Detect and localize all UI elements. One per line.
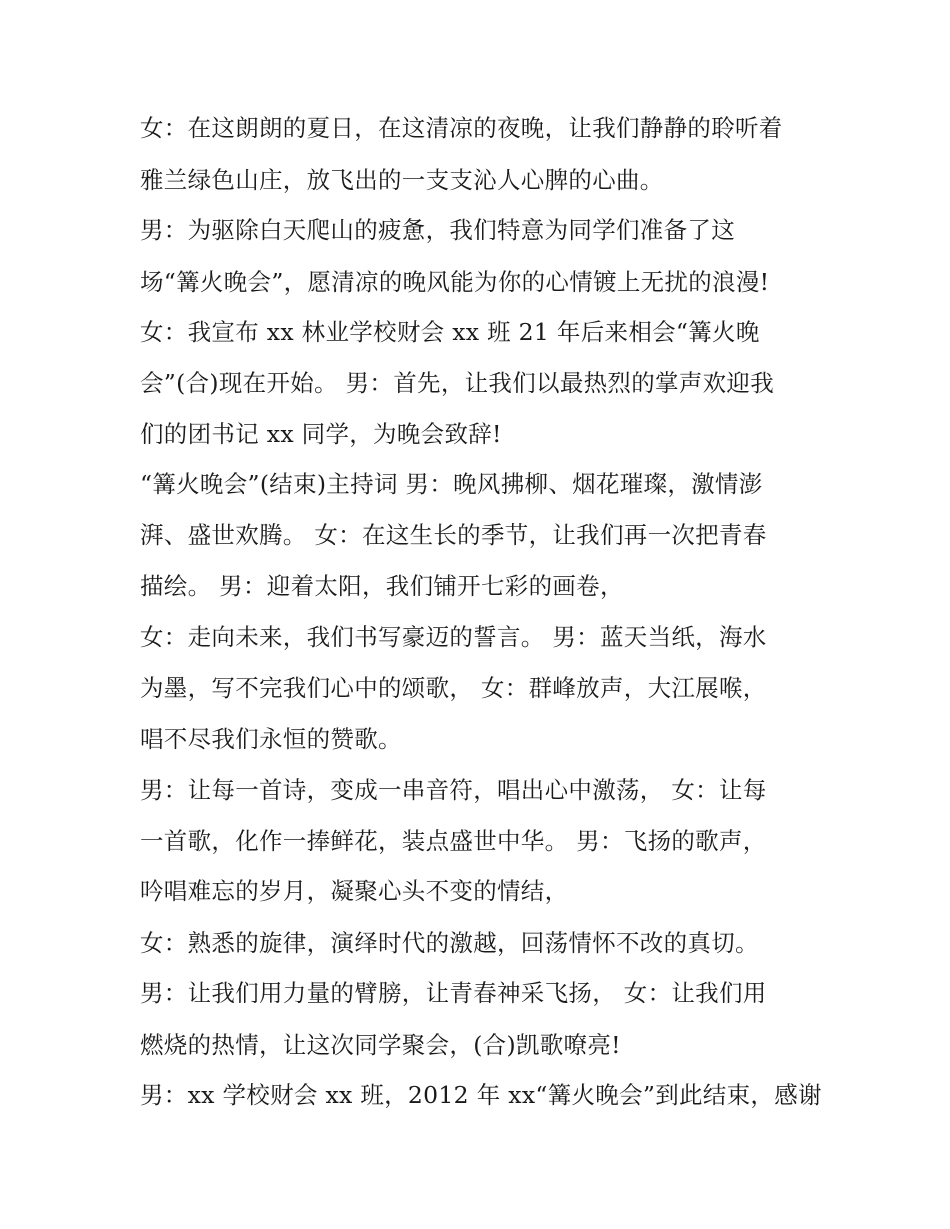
text-line: 会”(合)现在开始。 男：首先，让我们以最热烈的掌声欢迎我: [140, 369, 775, 397]
text-line: 男：让我们用力量的臂膀，让青春神采飞扬， 女：让我们用: [140, 979, 767, 1007]
text-line: “篝火晚会”(结束)主持词 男：晚风拂柳、烟花璀璨，激情澎: [140, 470, 763, 498]
text-line: 女：我宣布 xx 林业学校财会 xx 班 21 年后来相会“篝火晚: [140, 318, 760, 346]
text-line: 场“篝火晚会”，愿清凉的晚风能为你的心情镀上无扰的浪漫!: [140, 268, 770, 296]
text-line: 燃烧的热情，让这次同学聚会，(合)凯歌嘹亮!: [140, 1031, 621, 1059]
text-line: 男：让每一首诗，变成一串音符，唱出心中激荡， 女：让每: [140, 776, 767, 804]
text-line: 吟唱难忘的岁月，凝聚心头不变的情结，: [140, 877, 569, 905]
text-line: 为墨，写不完我们心中的颂歌， 女：群峰放声，大江展喉，: [140, 674, 767, 702]
text-line: 女：熟悉的旋律，演绎时代的激越，回荡情怀不改的真切。: [140, 929, 759, 957]
text-line: 唱不尽我们永恒的赞歌。: [140, 725, 402, 753]
text-line: 描绘。 男：迎着太阳，我们铺开七彩的画卷，: [140, 572, 624, 600]
text-line: 湃、盛世欢腾。 女：在这生长的季节，让我们再一次把青春: [140, 521, 767, 549]
text-line: 雅兰绿色山庄，放飞出的一支支沁人心脾的心曲。: [140, 166, 664, 194]
text-line: 们的团书记 xx 同学，为晚会致辞!: [140, 420, 502, 448]
text-line: 男：为驱除白天爬山的疲惫，我们特意为同学们准备了这: [140, 216, 735, 244]
text-line: 女：在这朗朗的夏日，在这清凉的夜晚，让我们静静的聆听着: [140, 114, 783, 142]
text-line: 男：xx 学校财会 xx 班，2012 年 xx“篝火晚会”到此结束，感谢: [140, 1081, 822, 1109]
text-line: 一首歌，化作一捧鲜花，装点盛世中华。 男：飞扬的歌声，: [140, 827, 767, 855]
text-line: 女：走向未来，我们书写豪迈的誓言。 男：蓝天当纸，海水: [140, 623, 767, 651]
